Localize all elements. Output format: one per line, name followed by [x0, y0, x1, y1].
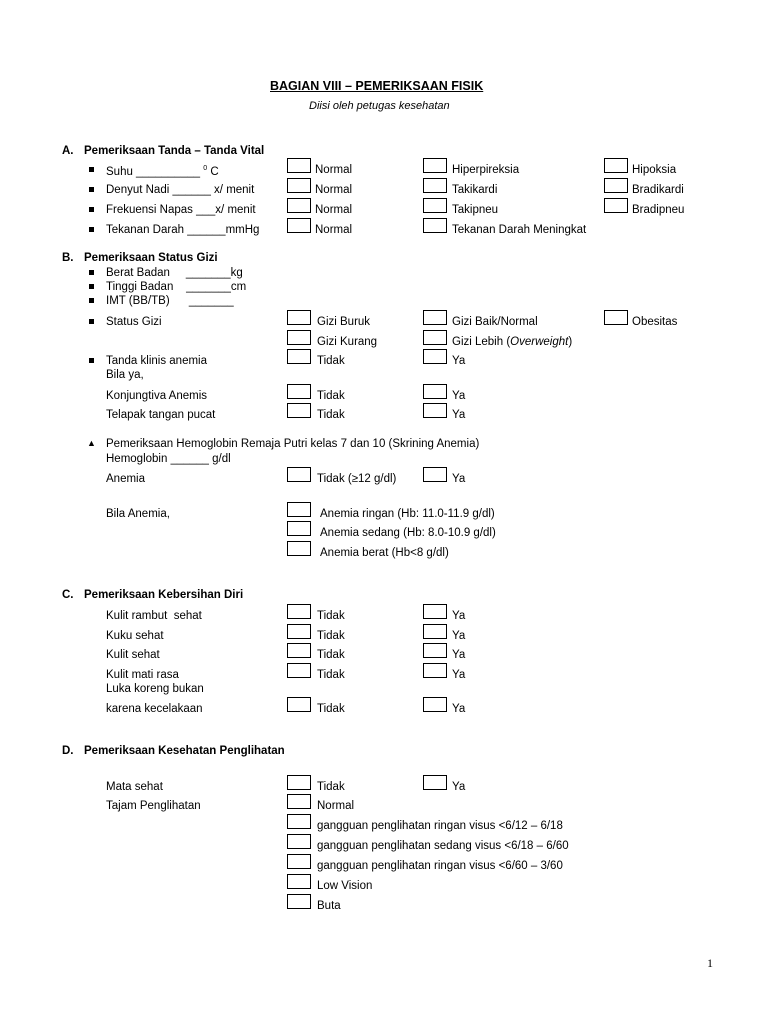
buta-checkbox[interactable] — [287, 894, 311, 909]
kulit-rambut-label: Kulit rambut sehat — [106, 610, 202, 622]
gizi-lebih-label: Gizi Lebih (Overweight) — [452, 336, 573, 348]
anemia-ya-checkbox[interactable] — [423, 467, 447, 482]
section-b-title: Pemeriksaan Status Gizi — [84, 252, 218, 264]
visus-berat-checkbox[interactable] — [287, 854, 311, 869]
anemia-berat-label: Anemia berat (Hb<8 g/dl) — [320, 547, 449, 559]
anemia-klinis-ya-checkbox[interactable] — [423, 349, 447, 364]
suhu-hiperpireksia-label: Hiperpireksia — [452, 164, 520, 176]
visus-normal-checkbox[interactable] — [287, 794, 311, 809]
bullet-icon — [89, 284, 94, 289]
buta-label: Buta — [317, 900, 341, 912]
telapak-ya-checkbox[interactable] — [423, 403, 447, 418]
kulit-rambut-ya-label: Ya — [452, 610, 466, 622]
kulit-sehat-ya-label: Ya — [452, 649, 466, 661]
napas-normal-checkbox[interactable] — [287, 198, 311, 213]
visus-sedang-checkbox[interactable] — [287, 834, 311, 849]
bullet-icon — [89, 270, 94, 275]
gizi-baik-label: Gizi Baik/Normal — [452, 316, 538, 328]
napas-bradipneu-checkbox[interactable] — [604, 198, 628, 213]
konjungtiva-ya-label: Ya — [452, 390, 466, 402]
suhu-normal-checkbox[interactable] — [287, 158, 311, 173]
konjungtiva-ya-checkbox[interactable] — [423, 384, 447, 399]
kulit-sehat-tidak-checkbox[interactable] — [287, 643, 311, 658]
anemia-ringan-label: Anemia ringan (Hb: 11.0-11.9 g/dl) — [320, 508, 495, 520]
kuku-tidak-label: Tidak — [317, 630, 345, 642]
suhu-hipoksia-label: Hipoksia — [632, 164, 677, 176]
imt-label: IMT (BB/TB) _______ — [106, 295, 234, 307]
suhu-hipoksia-checkbox[interactable] — [604, 158, 628, 173]
napas-normal-label: Normal — [315, 204, 353, 216]
anemia-ya-label: Ya — [452, 473, 466, 485]
napas-label: Frekuensi Napas ___x/ menit — [106, 204, 256, 216]
telapak-label: Telapak tangan pucat — [106, 409, 216, 421]
section-d-letter: D. — [62, 745, 74, 757]
bullet-icon — [89, 207, 94, 212]
kulit-sehat-ya-checkbox[interactable] — [423, 643, 447, 658]
gizi-buruk-label: Gizi Buruk — [317, 316, 371, 328]
gizi-kurang-checkbox[interactable] — [287, 330, 311, 345]
bullet-icon — [89, 358, 94, 363]
telapak-tidak-checkbox[interactable] — [287, 403, 311, 418]
tajam-penglihatan-label: Tajam Penglihatan — [106, 800, 201, 812]
page-subtitle: Diisi oleh petugas kesehatan — [309, 100, 450, 112]
section-b-letter: B. — [62, 252, 74, 264]
section-d-title: Pemeriksaan Kesehatan Penglihatan — [84, 745, 285, 757]
anemia-klinis-tidak-label: Tidak — [317, 355, 345, 367]
visus-berat-label: gangguan penglihatan ringan visus <6/60 – 3/60 — [317, 860, 563, 872]
kulit-rambut-tidak-checkbox[interactable] — [287, 604, 311, 619]
luka-ya-label: Ya — [452, 703, 466, 715]
arrow-bullet-icon: ▲ — [87, 438, 96, 448]
visus-sedang-label: gangguan penglihatan sedang visus <6/18 – 6/60 — [317, 840, 569, 852]
kulit-mati-rasa-tidak-checkbox[interactable] — [287, 663, 311, 678]
luka-ya-checkbox[interactable] — [423, 697, 447, 712]
konjungtiva-label: Konjungtiva Anemis — [106, 390, 208, 402]
luka-koreng-label: Luka koreng bukan — [106, 683, 204, 695]
bullet-icon — [89, 187, 94, 192]
anemia-sedang-checkbox[interactable] — [287, 521, 311, 536]
konjungtiva-tidak-checkbox[interactable] — [287, 384, 311, 399]
konjungtiva-tidak-label: Tidak — [317, 390, 345, 402]
mata-sehat-ya-label: Ya — [452, 781, 466, 793]
mata-sehat-ya-checkbox[interactable] — [423, 775, 447, 790]
telapak-tidak-label: Tidak — [317, 409, 345, 421]
section-a-title: Pemeriksaan Tanda – Tanda Vital — [84, 145, 265, 157]
low-vision-label: Low Vision — [317, 880, 373, 892]
bila-anemia-label: Bila Anemia, — [106, 508, 170, 520]
mata-sehat-label: Mata sehat — [106, 781, 163, 793]
bullet-icon — [89, 227, 94, 232]
kulit-sehat-tidak-label: Tidak — [317, 649, 345, 661]
kulit-rambut-tidak-label: Tidak — [317, 610, 345, 622]
section-c-title: Pemeriksaan Kebersihan Diri — [84, 589, 244, 601]
luka-kecelakaan-label: karena kecelakaan — [106, 703, 203, 715]
anemia-tidak-checkbox[interactable] — [287, 467, 311, 482]
section-a-letter: A. — [62, 145, 74, 157]
nadi-takikardi-checkbox[interactable] — [423, 178, 447, 193]
bullet-icon — [89, 167, 94, 172]
anemia-klinis-label: Tanda klinis anemia — [106, 355, 208, 367]
tekanan-normal-checkbox[interactable] — [287, 218, 311, 233]
bullet-icon — [89, 319, 94, 324]
anemia-label: Anemia — [106, 473, 145, 485]
anemia-berat-checkbox[interactable] — [287, 541, 311, 556]
bullet-icon — [89, 298, 94, 303]
nadi-bradikardi-checkbox[interactable] — [604, 178, 628, 193]
visus-ringan-label: gangguan penglihatan ringan visus <6/12 – 6/18 — [317, 820, 563, 832]
section-c-letter: C. — [62, 589, 74, 601]
anemia-klinis-ya-label: Ya — [452, 355, 466, 367]
nadi-normal-checkbox[interactable] — [287, 178, 311, 193]
gizi-lebih-checkbox[interactable] — [423, 330, 447, 345]
anemia-sedang-label: Anemia sedang (Hb: 8.0-10.9 g/dl) — [320, 527, 496, 539]
luka-tidak-checkbox[interactable] — [287, 697, 311, 712]
kuku-label: Kuku sehat — [106, 630, 164, 642]
kulit-sehat-label: Kulit sehat — [106, 649, 160, 661]
suhu-normal-label: Normal — [315, 164, 353, 176]
kulit-mati-rasa-ya-checkbox[interactable] — [423, 663, 447, 678]
kuku-ya-checkbox[interactable] — [423, 624, 447, 639]
status-gizi-label: Status Gizi — [106, 316, 162, 328]
telapak-ya-label: Ya — [452, 409, 466, 421]
hb-skrining-label: Pemeriksaan Hemoglobin Remaja Putri kelas 7 dan 10 (Skrining Anemia) — [106, 438, 480, 450]
nadi-normal-label: Normal — [315, 184, 353, 196]
gizi-buruk-checkbox[interactable] — [287, 310, 311, 325]
anemia-ringan-checkbox[interactable] — [287, 502, 311, 517]
gizi-baik-checkbox[interactable] — [423, 310, 447, 325]
tekanan-meningkat-label: Tekanan Darah Meningkat — [452, 224, 587, 236]
tinggi-badan-label: Tinggi Badan _______cm — [106, 281, 247, 293]
suhu-label: Suhu __________ $^0$ C — [106, 165, 219, 178]
anemia-klinis-tidak-checkbox[interactable] — [287, 349, 311, 364]
napas-bradipneu-label: Bradipneu — [632, 204, 685, 216]
obesitas-checkbox[interactable] — [604, 310, 628, 325]
tekanan-meningkat-checkbox[interactable] — [423, 218, 447, 233]
hemoglobin-label: Hemoglobin ______ g/dl — [106, 453, 231, 465]
obesitas-label: Obesitas — [632, 316, 678, 328]
kulit-mati-rasa-tidak-label: Tidak — [317, 669, 345, 681]
page-title: BAGIAN VIII – PEMERIKSAAN FISIK — [270, 79, 484, 93]
kulit-mati-rasa-ya-label: Ya — [452, 669, 466, 681]
napas-takipneu-checkbox[interactable] — [423, 198, 447, 213]
tekanan-label: Tekanan Darah ______mmHg — [106, 224, 260, 236]
nadi-label: Denyut Nadi ______ x/ menit — [106, 184, 255, 196]
gizi-kurang-label: Gizi Kurang — [317, 336, 378, 348]
mata-sehat-tidak-label: Tidak — [317, 781, 345, 793]
luka-tidak-label: Tidak — [317, 703, 345, 715]
mata-sehat-tidak-checkbox[interactable] — [287, 775, 311, 790]
page-number: 1 — [707, 956, 713, 970]
bila-ya-label: Bila ya, — [106, 369, 144, 381]
tekanan-normal-label: Normal — [315, 224, 353, 236]
kuku-ya-label: Ya — [452, 630, 466, 642]
low-vision-checkbox[interactable] — [287, 874, 311, 889]
kulit-mati-rasa-label: Kulit mati rasa — [106, 669, 179, 681]
nadi-takikardi-label: Takikardi — [452, 184, 498, 196]
suhu-hiperpireksia-checkbox[interactable] — [423, 158, 447, 173]
kulit-rambut-ya-checkbox[interactable] — [423, 604, 447, 619]
anemia-tidak-label: Tidak (≥12 g/dl) — [317, 473, 397, 485]
nadi-bradikardi-label: Bradikardi — [632, 184, 684, 196]
visus-normal-label: Normal — [317, 800, 355, 812]
kuku-tidak-checkbox[interactable] — [287, 624, 311, 639]
napas-takipneu-label: Takipneu — [452, 204, 499, 216]
berat-badan-label: Berat Badan _______kg — [106, 267, 243, 279]
visus-ringan-checkbox[interactable] — [287, 814, 311, 829]
